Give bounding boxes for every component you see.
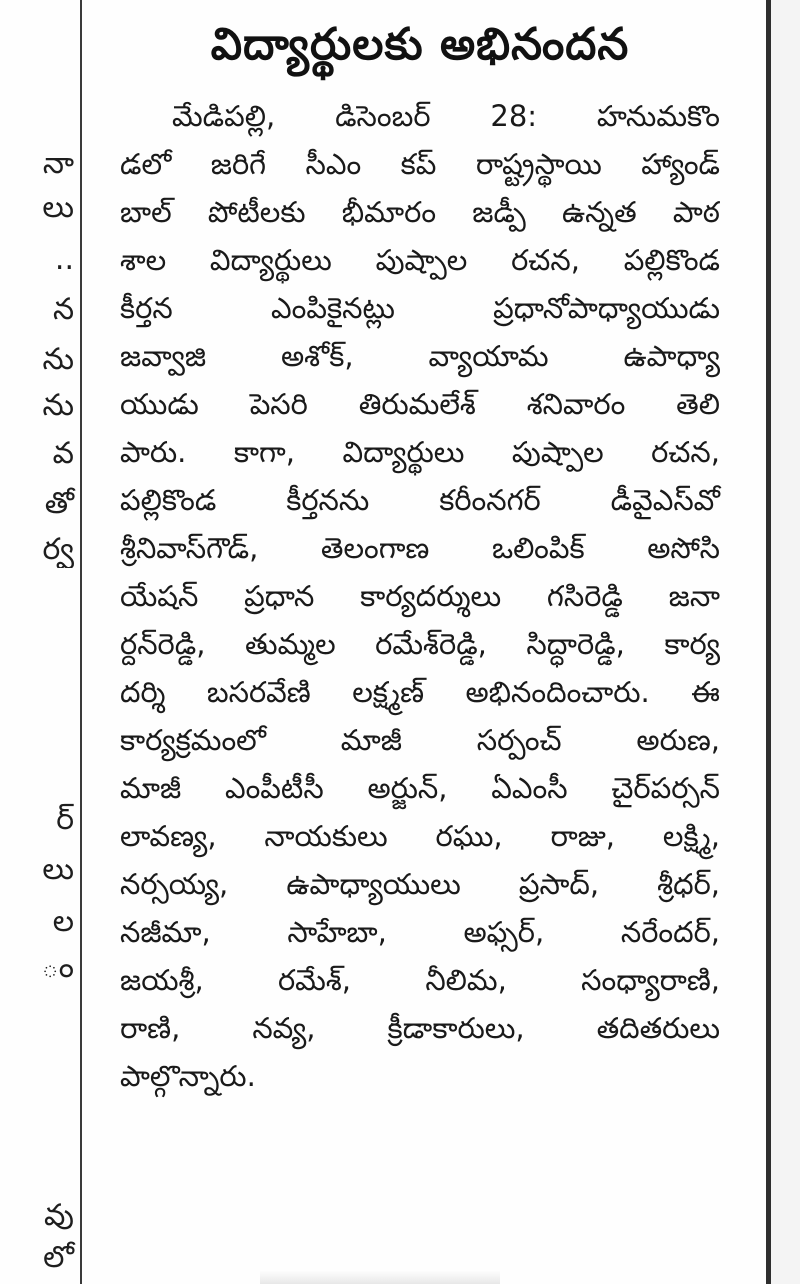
clipped-next-article [260, 1270, 500, 1284]
article-line: కీర్తన ఎంపికైనట్లు ప్రధానోపాధ్యాయుడు [120, 291, 720, 325]
left-column-text: వ [52, 436, 74, 471]
article-line: పల్లికొండ కీర్తనను కరీంనగర్ డీవైఎస్‌వో [120, 483, 720, 517]
left-column-text: ను [42, 388, 74, 423]
article-line: యుడు పెసరి తిరుమలేశ్ శనివారం తెలి [120, 387, 720, 421]
article-line: నజీమా, సాహేబా, అఫ్సర్, నరేందర్, [120, 915, 720, 949]
left-column-text: ల [52, 904, 74, 939]
article-line: యేషన్ ప్రధాన కార్యదర్శులు గసిరెడ్డి జనా [120, 579, 720, 613]
article-line: మాజీ ఎంపీటీసీ అర్జున్, ఏఎంసీ చైర్‌పర్సన్ [120, 771, 720, 805]
article-line: డలో జరిగే సీఎం కప్ రాష్ట్రస్థాయి హ్యాండ్ [120, 147, 720, 181]
left-column-text: లో [43, 1240, 74, 1275]
left-column-text: వు [44, 1198, 74, 1233]
left-column-text: ర్వ [42, 532, 74, 567]
left-column-text: ర్ [56, 802, 74, 837]
article-line: కార్యక్రమంలో మాజీ సర్పంచ్ అరుణ, [120, 723, 720, 757]
page-margin-strip [771, 0, 800, 1284]
article-line: జయశ్రీ, రమేశ్, నీలిమ, సంధ్యారాణి, [120, 963, 720, 997]
article-line: దర్శి బసరవేణి లక్ష్మణ్ అభినందించారు. ఈ [120, 675, 720, 709]
article-line: రాణి, నవ్య, క్రీడాకారులు, తదితరులు [120, 1011, 720, 1045]
article-line: జవ్వాజి అశోక్, వ్యాయామ ఉపాధ్యా [120, 339, 720, 373]
adjacent-column-fragment [0, 0, 78, 1284]
article-line: శాల విద్యార్థులు పుష్పాల రచన, పల్లికొండ [120, 243, 720, 277]
left-column-text: .. [54, 242, 74, 277]
article-line: మేడిపల్లి, డిసెంబర్ 28: హనుమకొం [172, 99, 720, 133]
article-headline: విద్యార్థులకు అభినందన [210, 19, 630, 70]
article-line: ర్దన్‌రెడ్డి, తుమ్మల రమేశ్‌రెడ్డి, సిద్ధారెడ్డి, కార్య [120, 627, 720, 661]
left-column-text: ను [42, 342, 74, 377]
left-column-text: లు [42, 190, 74, 225]
left-column-text: న [52, 292, 74, 327]
left-column-text: లు [42, 852, 74, 887]
left-column-text: ం [41, 950, 74, 985]
article-line: నర్సయ్య, ఉపాధ్యాయులు ప్రసాద్, శ్రీధర్, [120, 867, 720, 901]
left-column-text: నా [42, 146, 74, 181]
article-line: పారు. కాగా, విద్యార్థులు పుష్పాల రచన, [120, 435, 720, 469]
article-line: లావణ్య, నాయకులు రఘు, రాజు, లక్ష్మి, [120, 819, 720, 853]
article-body [120, 92, 720, 1100]
article-line: బాల్ పోటీలకు భీమారం జడ్పీ ఉన్నత పాఠ [120, 195, 720, 229]
article-line: పాల్గొన్నారు. [120, 1059, 256, 1093]
article-line: శ్రీనివాస్‌గౌడ్, తెలంగాణ ఒలింపిక్ అసోసి [120, 531, 720, 565]
column-divider-left [80, 0, 82, 1284]
left-column-text: తో [44, 486, 74, 521]
